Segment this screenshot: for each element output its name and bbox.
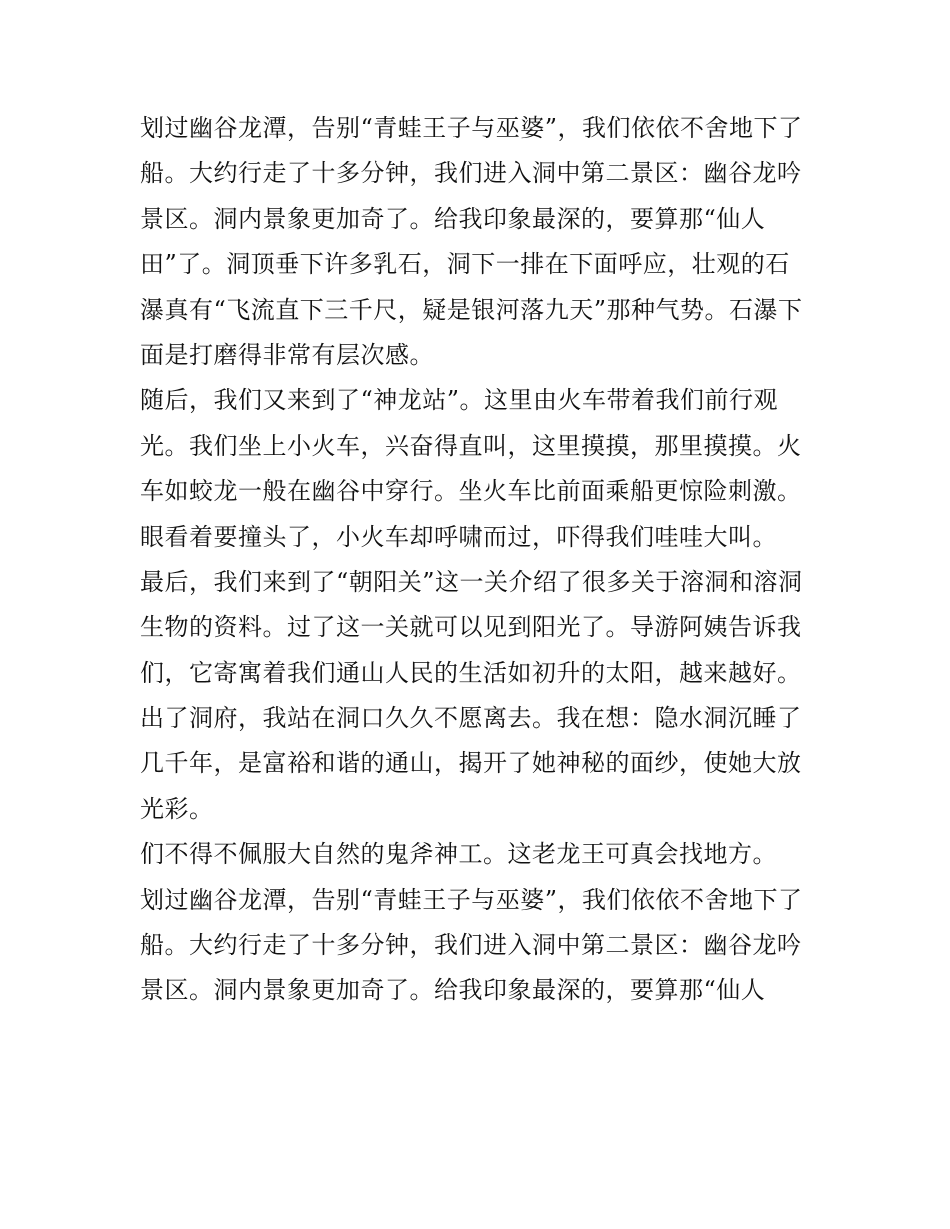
text-line: 车如蛟龙一般在幽谷中穿行。坐火车比前面乘船更惊险刺激。 (140, 477, 802, 506)
text-line: 瀑真有“飞流直下三千尺，疑是银河落九天”那种气势。石瀑下 (140, 295, 803, 324)
text-line: 划过幽谷龙潭，告别“青蛙王子与巫婆”，我们依依不舍地下了 (140, 114, 803, 142)
text-line: 田”了。洞顶垂下许多乳石，洞下一排在下面呼应，壮观的石 (140, 250, 790, 279)
text-line: 面是打磨得非常有层次感。 (140, 340, 434, 369)
text-line: 船。大约行走了十多分钟，我们进入洞中第二景区：幽谷龙吟 (140, 931, 802, 960)
text-line: 光彩。 (140, 794, 214, 823)
text-line: 景区。洞内景象更加奇了。给我印象最深的，要算那“仙人 (140, 204, 766, 233)
body-text (140, 106, 830, 1014)
text-line: 们不得不佩服大自然的鬼斧神工。这老龙王可真会找地方。 (140, 840, 777, 869)
text-line: 随后，我们又来到了“神龙站”。这里由火车带着我们前行观 (140, 386, 779, 415)
text-line: 出了洞府，我站在洞口久久不愿离去。我在想：隐水洞沉睡了 (140, 704, 802, 733)
text-line: 景区。洞内景象更加奇了。给我印象最深的，要算那“仙人 (140, 976, 766, 1005)
text-line: 们，它寄寓着我们通山人民的生活如初升的太阳，越来越好。 (140, 658, 802, 687)
text-line: 生物的资料。过了这一关就可以见到阳光了。导游阿姨告诉我 (140, 613, 802, 642)
text-line: 眼看着要撞头了，小火车却呼啸而过，吓得我们哇哇大叫。 (140, 522, 777, 551)
text-line: 几千年，是富裕和谐的通山，揭开了她神秘的面纱，使她大放 (140, 749, 802, 778)
text-line: 船。大约行走了十多分钟，我们进入洞中第二景区：幽谷龙吟 (140, 159, 802, 188)
text-line: 光。我们坐上小火车，兴奋得直叫，这里摸摸，那里摸摸。火 (140, 431, 802, 460)
text-line: 划过幽谷龙潭，告别“青蛙王子与巫婆”，我们依依不舍地下了 (140, 885, 803, 914)
text-line: 最后，我们来到了“朝阳关”这一关介绍了很多关于溶洞和溶洞 (140, 567, 803, 596)
